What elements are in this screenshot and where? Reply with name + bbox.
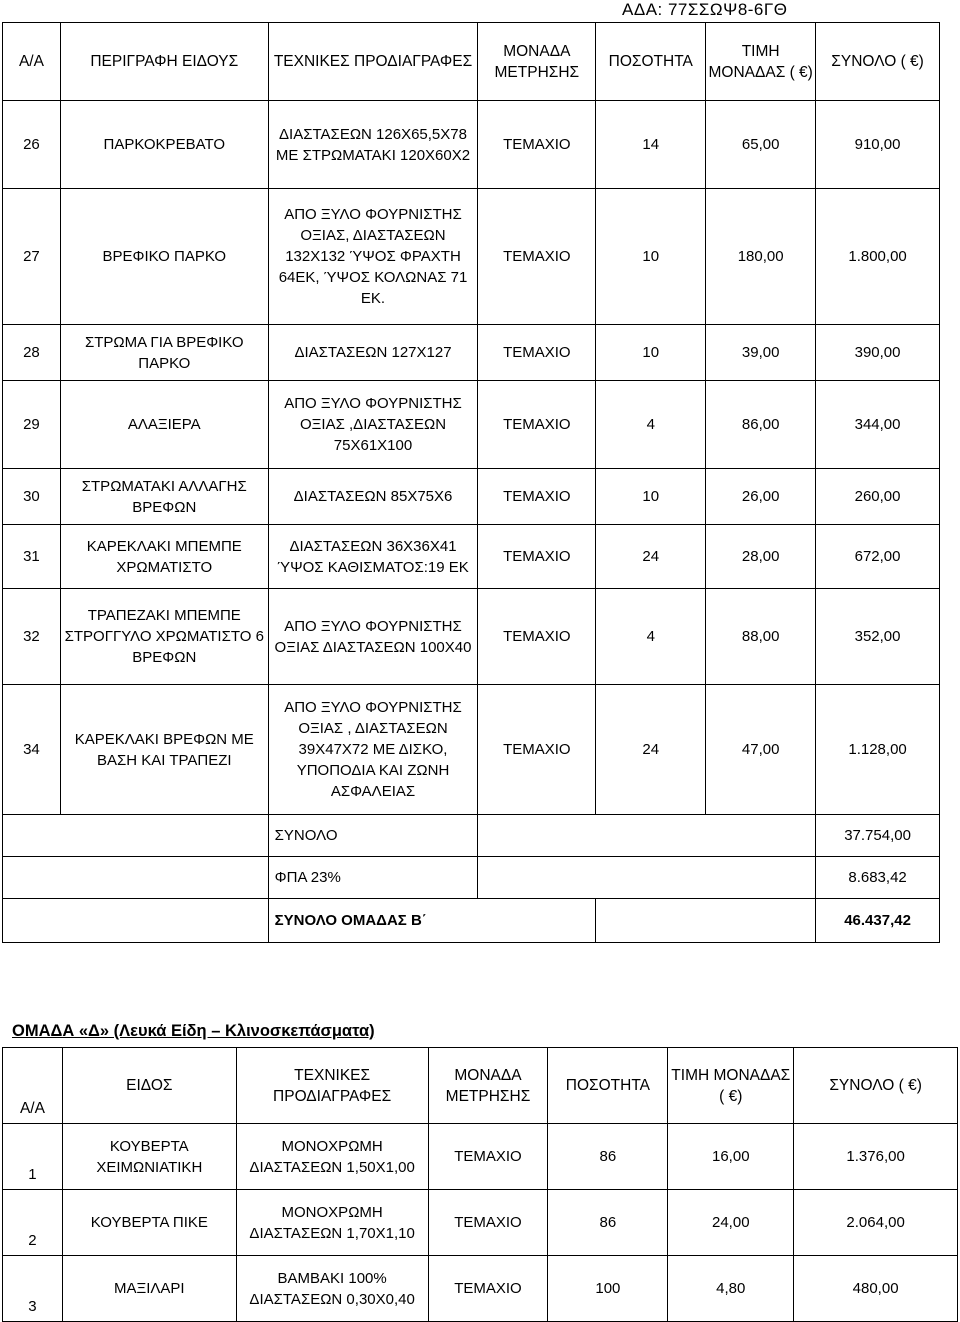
row-unit: ΤΕΜΑΧΙΟ: [478, 525, 596, 589]
header-unit-price: ΤΙΜΗ ΜΟΝΑΔΑΣ ( €): [706, 23, 816, 101]
row-unit: ΤΕΜΑΧΙΟ: [478, 101, 596, 189]
group-b-table: [2, 22, 940, 943]
row-description: ΒΡΕΦΙΚΟ ΠΑΡΚΟ: [60, 189, 268, 325]
row-aa: 32: [3, 589, 61, 685]
table-row: [3, 469, 940, 525]
row-total: 1.800,00: [816, 189, 940, 325]
row-total: 260,00: [816, 469, 940, 525]
subtotal-label: ΣΥΝΟΛΟ: [268, 815, 478, 857]
row-total: 480,00: [794, 1256, 958, 1322]
row-specs: ΔΙΑΣΤΑΣΕΩΝ 36Χ36Χ41 ΎΨΟΣ ΚΑΘΙΣΜΑΤΟΣ:19 ΕΚ: [268, 525, 478, 589]
header-unit-price: ΤΙΜΗ ΜΟΝΑΔΑΣ ( €): [668, 1048, 794, 1124]
row-total: 1.376,00: [794, 1124, 958, 1190]
row-unit-price: 180,00: [706, 189, 816, 325]
table-row: [3, 1190, 958, 1256]
row-aa: 31: [3, 525, 61, 589]
table-row: [3, 1256, 958, 1322]
header-total: ΣΥΝΟΛΟ ( €): [816, 23, 940, 101]
row-aa: 27: [3, 189, 61, 325]
row-quantity: 14: [596, 101, 706, 189]
subtotal-value: 37.754,00: [816, 815, 940, 857]
row-unit-price: 26,00: [706, 469, 816, 525]
ada-code: ΑΔΑ: 77ΣΣΩΨ8-6ΓΘ: [622, 0, 788, 19]
row-quantity: 4: [596, 589, 706, 685]
vat-label: ΦΠΑ 23%: [268, 857, 478, 899]
row-unit-price: 65,00: [706, 101, 816, 189]
row-specs: ΜΟΝΟΧΡΩΜΗ ΔΙΑΣΤΑΣΕΩΝ 1,70Χ1,10: [236, 1190, 428, 1256]
row-specs: ΔΙΑΣΤΑΣΕΩΝ 85Χ75Χ6: [268, 469, 478, 525]
row-quantity: 4: [596, 381, 706, 469]
row-aa: 30: [3, 469, 61, 525]
group-d-table: [2, 1047, 958, 1322]
row-unit-price: 16,00: [668, 1124, 794, 1190]
row-total: 1.128,00: [816, 685, 940, 815]
row-aa: 2: [3, 1190, 63, 1256]
group-d-title: ΟΜΑΔΑ «Δ» (Λευκά Είδη – Κλινοσκεπάσματα): [12, 1022, 375, 1040]
header-aa: Α/Α: [3, 23, 61, 101]
row-aa: 29: [3, 381, 61, 469]
row-unit-price: 47,00: [706, 685, 816, 815]
row-unit-price: 88,00: [706, 589, 816, 685]
row-specs: ΑΠΟ ΞΥΛΟ ΦΟΥΡΝΙΣΤΗΣ ΟΞΙΑΣ ΔΙΑΣΤΑΣΕΩΝ 100Χ40: [268, 589, 478, 685]
table-row: [3, 589, 940, 685]
row-unit: ΤΕΜΑΧΙΟ: [478, 189, 596, 325]
row-unit: ΤΕΜΑΧΙΟ: [428, 1190, 548, 1256]
row-specs: ΑΠΟ ΞΥΛΟ ΦΟΥΡΝΙΣΤΗΣ ΟΞΙΑΣ , ΔΙΑΣΤΑΣΕΩΝ 39Χ47Χ72 ΜΕ ΔΙΣΚΟ, ΥΠΟΠΟΔΙΑ ΚΑΙ ΖΩΝΗ ΑΣΦΑΛΕΙΑΣ: [268, 685, 478, 815]
table-row: [3, 325, 940, 381]
header-item: ΕΙΔΟΣ: [62, 1048, 236, 1124]
row-unit: ΤΕΜΑΧΙΟ: [478, 325, 596, 381]
row-specs: ΔΙΑΣΤΑΣΕΩΝ 127Χ127: [268, 325, 478, 381]
row-total: 344,00: [816, 381, 940, 469]
row-aa: 1: [3, 1124, 63, 1190]
row-item: ΜΑΞΙΛΑΡΙ: [62, 1256, 236, 1322]
header-unit: ΜΟΝΑΔΑ ΜΕΤΡΗΣΗΣ: [428, 1048, 548, 1124]
row-unit: ΤΕΜΑΧΙΟ: [478, 469, 596, 525]
row-specs: ΑΠΟ ΞΥΛΟ ΦΟΥΡΝΙΣΤΗΣ ΟΞΙΑΣ ,ΔΙΑΣΤΑΣΕΩΝ 75Χ61Χ100: [268, 381, 478, 469]
table-header-row: [3, 23, 940, 101]
row-quantity: 86: [548, 1190, 668, 1256]
row-unit: ΤΕΜΑΧΙΟ: [428, 1124, 548, 1190]
table-row: [3, 189, 940, 325]
vat-value: 8.683,42: [816, 857, 940, 899]
row-description: ΣΤΡΩΜΑΤΑΚΙ ΑΛΛΑΓΗΣ ΒΡΕΦΩΝ: [60, 469, 268, 525]
row-unit-price: 28,00: [706, 525, 816, 589]
table-header-row: [3, 1048, 958, 1124]
header-specs: ΤΕΧΝΙΚΕΣ ΠΡΟΔΙΑΓΡΑΦΕΣ: [236, 1048, 428, 1124]
table-row: [3, 381, 940, 469]
row-quantity: 24: [596, 525, 706, 589]
row-description: ΠΑΡΚΟΚΡΕΒΑΤΟ: [60, 101, 268, 189]
table-row: [3, 685, 940, 815]
header-specs: ΤΕΧΝΙΚΕΣ ΠΡΟΔΙΑΓΡΑΦΕΣ: [268, 23, 478, 101]
header-unit: ΜΟΝΑΔΑ ΜΕΤΡΗΣΗΣ: [478, 23, 596, 101]
row-unit-price: 39,00: [706, 325, 816, 381]
group-total-row: [3, 899, 940, 943]
row-aa: 34: [3, 685, 61, 815]
row-description: ΤΡΑΠΕΖΑΚΙ ΜΠΕΜΠΕ ΣΤΡΟΓΓΥΛΟ ΧΡΩΜΑΤΙΣΤΟ 6 ΒΡΕΦΩΝ: [60, 589, 268, 685]
row-item: ΚΟΥΒΕΡΤΑ ΠΙΚΕ: [62, 1190, 236, 1256]
header-quantity: ΠΟΣΟΤΗΤΑ: [548, 1048, 668, 1124]
vat-row: [3, 857, 940, 899]
row-description: ΚΑΡΕΚΛΑΚΙ ΜΠΕΜΠΕ ΧΡΩΜΑΤΙΣΤΟ: [60, 525, 268, 589]
row-unit: ΤΕΜΑΧΙΟ: [478, 381, 596, 469]
row-quantity: 24: [596, 685, 706, 815]
row-description: ΑΛΑΞΙΕΡΑ: [60, 381, 268, 469]
header-description: ΠΕΡΙΓΡΑΦΗ ΕΙΔΟΥΣ: [60, 23, 268, 101]
header-quantity: ΠΟΣΟΤΗΤΑ: [596, 23, 706, 101]
row-specs: ΔΙΑΣΤΑΣΕΩΝ 126Χ65,5Χ78 ΜΕ ΣΤΡΩΜΑΤΑΚΙ 120Χ60Χ2: [268, 101, 478, 189]
row-total: 390,00: [816, 325, 940, 381]
row-aa: 28: [3, 325, 61, 381]
row-specs: ΜΟΝΟΧΡΩΜΗ ΔΙΑΣΤΑΣΕΩΝ 1,50Χ1,00: [236, 1124, 428, 1190]
header-total: ΣΥΝΟΛΟ ( €): [794, 1048, 958, 1124]
row-aa: 3: [3, 1256, 63, 1322]
table-row: [3, 525, 940, 589]
row-description: ΣΤΡΩΜΑ ΓΙΑ ΒΡΕΦΙΚΟ ΠΑΡΚΟ: [60, 325, 268, 381]
row-unit: ΤΕΜΑΧΙΟ: [478, 589, 596, 685]
subtotal-row: [3, 815, 940, 857]
row-quantity: 10: [596, 189, 706, 325]
table-row: [3, 101, 940, 189]
row-unit: ΤΕΜΑΧΙΟ: [478, 685, 596, 815]
row-specs: ΒΑΜΒΑΚΙ 100% ΔΙΑΣΤΑΣΕΩΝ 0,30Χ0,40: [236, 1256, 428, 1322]
row-total: 2.064,00: [794, 1190, 958, 1256]
row-quantity: 10: [596, 325, 706, 381]
row-total: 910,00: [816, 101, 940, 189]
row-unit-price: 4,80: [668, 1256, 794, 1322]
group-total-label: ΣΥΝΟΛΟ ΟΜΑΔΑΣ Β΄: [268, 899, 596, 943]
row-quantity: 100: [548, 1256, 668, 1322]
row-unit-price: 24,00: [668, 1190, 794, 1256]
row-description: ΚΑΡΕΚΛΑΚΙ ΒΡΕΦΩΝ ΜΕ ΒΑΣΗ ΚΑΙ ΤΡΑΠΕΖΙ: [60, 685, 268, 815]
row-unit: ΤΕΜΑΧΙΟ: [428, 1256, 548, 1322]
row-total: 672,00: [816, 525, 940, 589]
header-aa: Α/Α: [3, 1048, 63, 1124]
row-quantity: 10: [596, 469, 706, 525]
group-total-value: 46.437,42: [816, 899, 940, 943]
table-row: [3, 1124, 958, 1190]
row-quantity: 86: [548, 1124, 668, 1190]
row-aa: 26: [3, 101, 61, 189]
row-total: 352,00: [816, 589, 940, 685]
row-item: ΚΟΥΒΕΡΤΑ ΧΕΙΜΩΝΙΑΤΙΚΗ: [62, 1124, 236, 1190]
row-unit-price: 86,00: [706, 381, 816, 469]
row-specs: ΑΠΟ ΞΥΛΟ ΦΟΥΡΝΙΣΤΗΣ ΟΞΙΑΣ, ΔΙΑΣΤΑΣΕΩΝ 132Χ132 ΎΨΟΣ ΦΡΑΧΤΗ 64ΕΚ, ΎΨΟΣ ΚΟΛΩΝΑΣ 71 ΕΚ.: [268, 189, 478, 325]
